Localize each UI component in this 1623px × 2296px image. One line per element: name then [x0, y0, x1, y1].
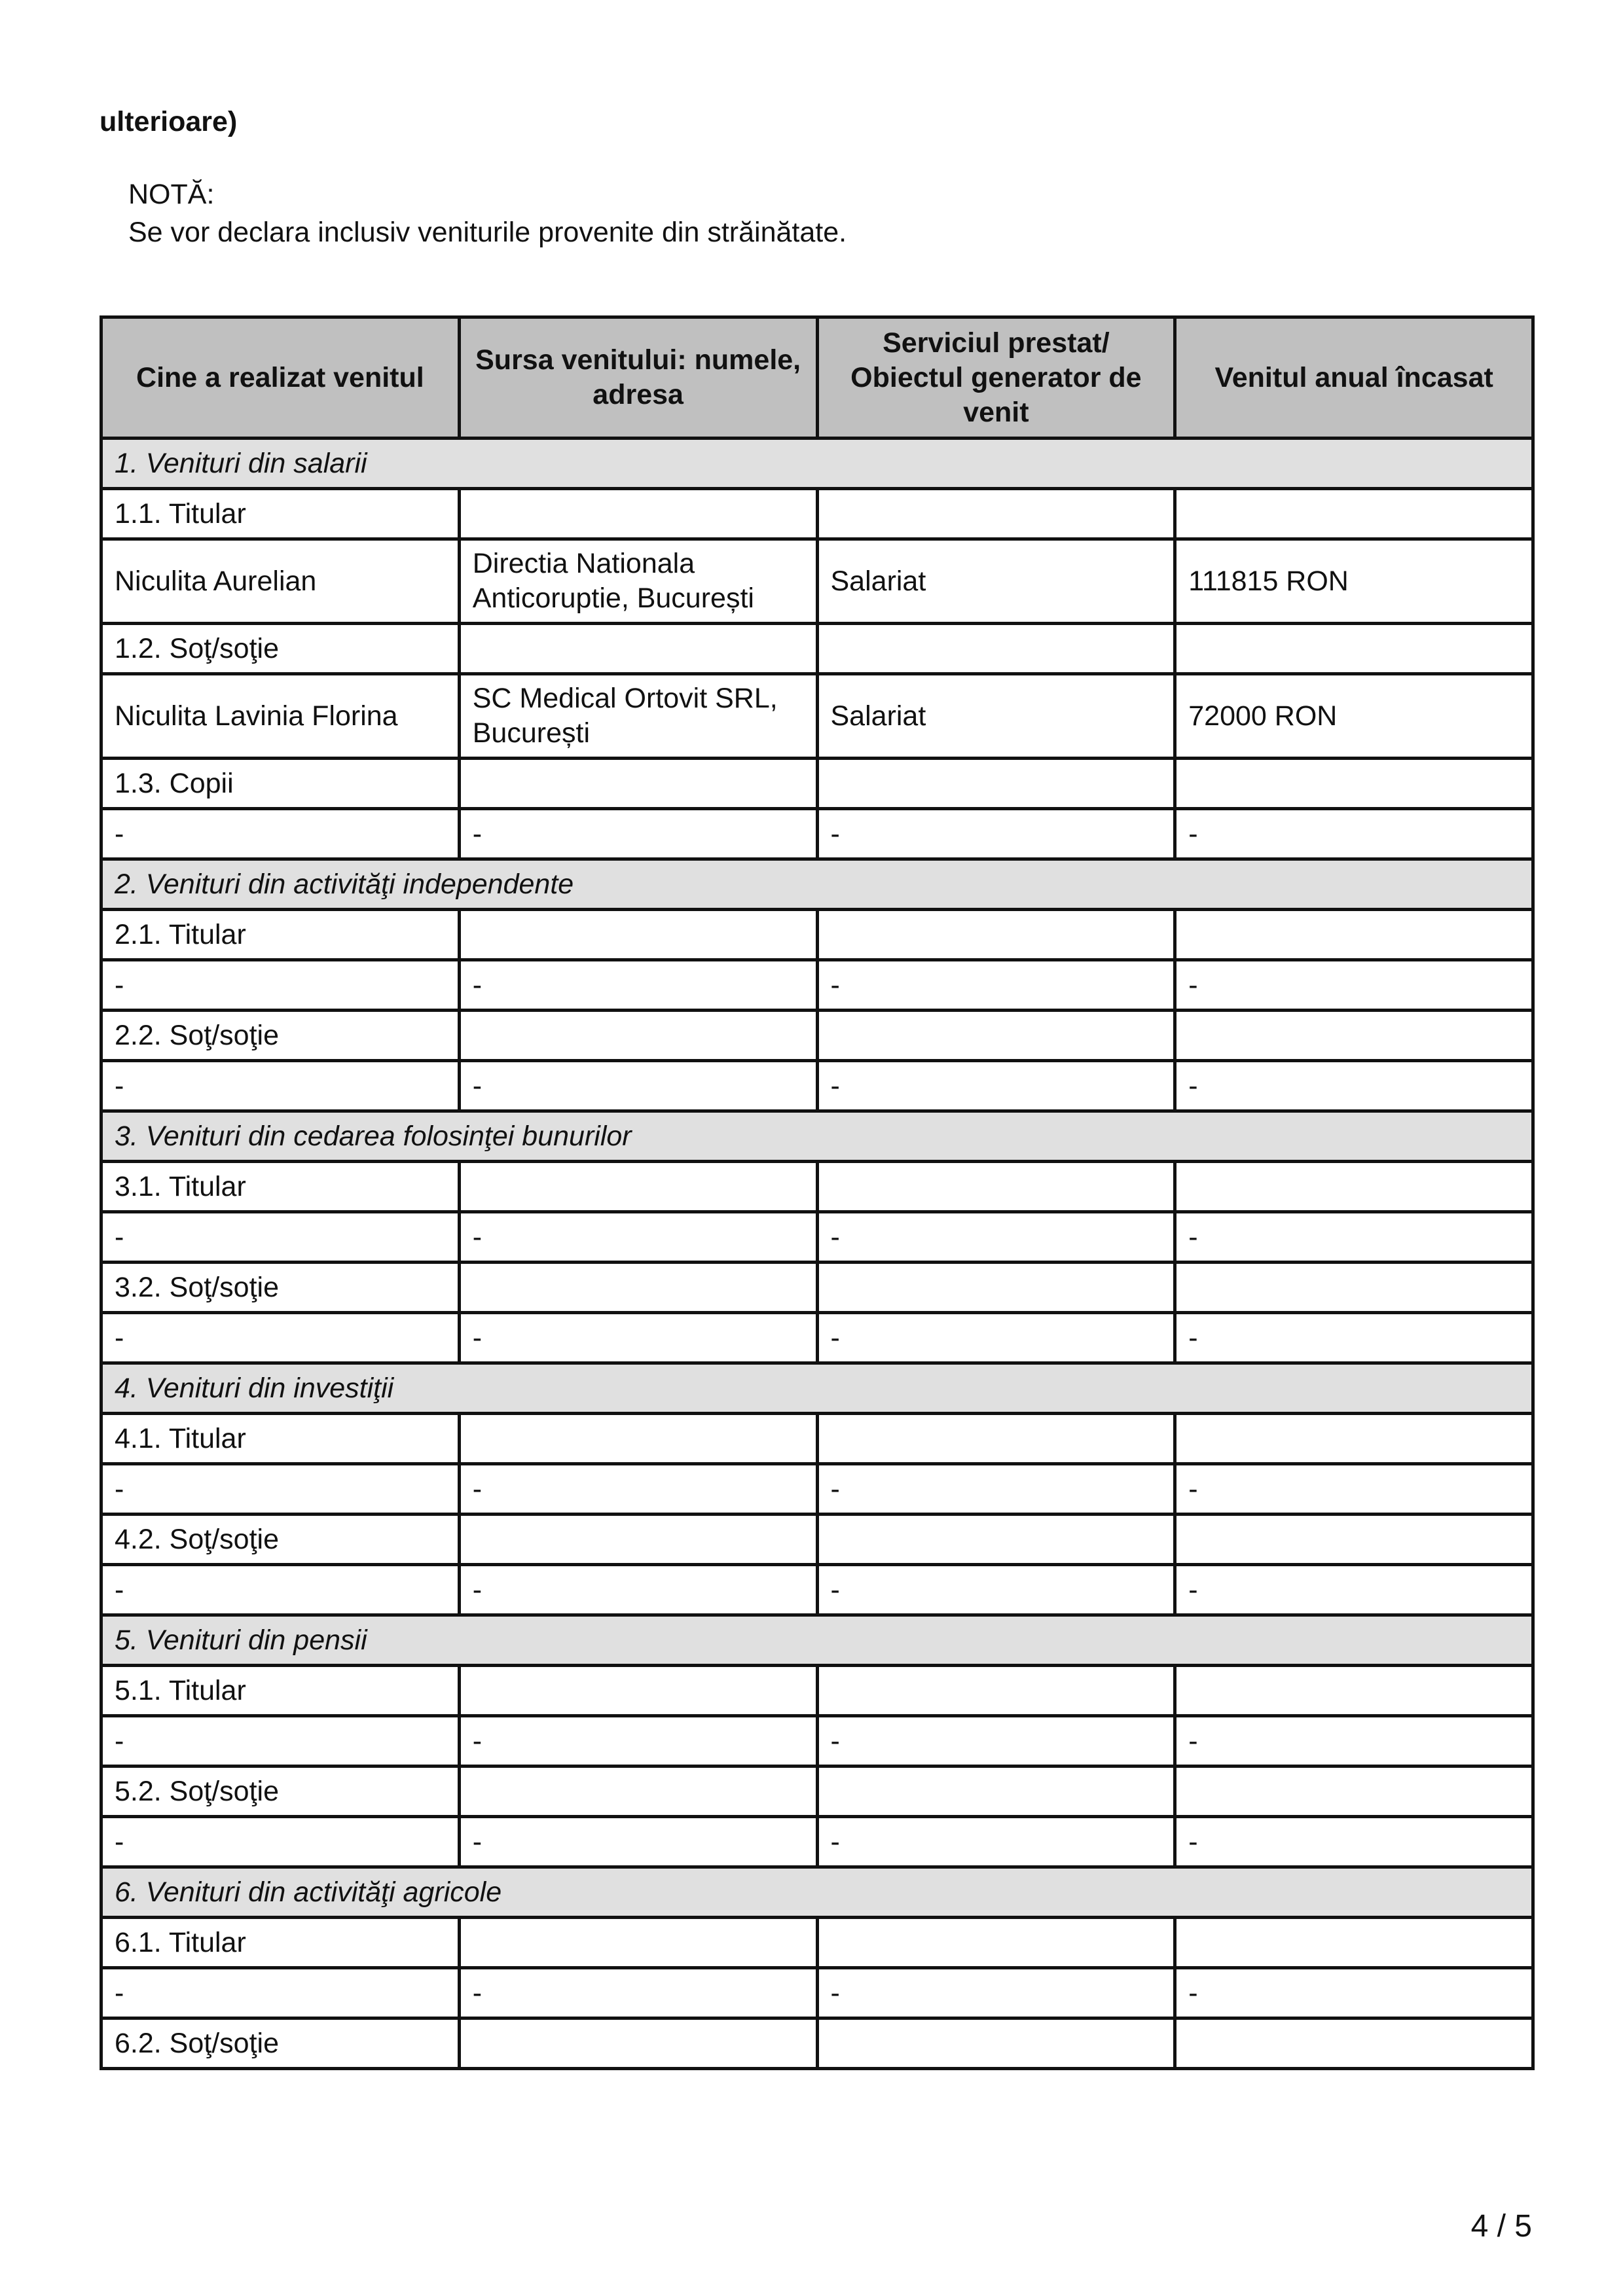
cell-annual-income [1175, 2018, 1533, 2069]
cell-service: - [817, 1464, 1175, 1515]
cell-earner: - [101, 809, 460, 859]
table-row [101, 1767, 1533, 1817]
table-row [101, 1515, 1533, 1565]
cell-service [817, 1767, 1175, 1817]
cell-income-source: - [459, 1464, 817, 1515]
cell-annual-income [1175, 624, 1533, 674]
section-row [101, 859, 1533, 910]
cell-income-source: - [459, 1212, 817, 1263]
cell-earner: - [101, 1464, 460, 1515]
section-label: 4. Venituri din investiţii [101, 1363, 1533, 1414]
cell-service [817, 1515, 1175, 1565]
table-row [101, 1817, 1533, 1867]
cell-annual-income: - [1175, 1716, 1533, 1767]
cell-income-source [459, 624, 817, 674]
cell-annual-income: 72000 RON [1175, 674, 1533, 759]
cell-service [817, 1666, 1175, 1716]
table-row [101, 624, 1533, 674]
cell-service [817, 489, 1175, 539]
section-label: 1. Venituri din salarii [101, 439, 1533, 489]
cell-income-source [459, 1918, 817, 1968]
cell-annual-income [1175, 1011, 1533, 1061]
cell-earner: 5.2. Soţ/soţie [101, 1767, 460, 1817]
table-row [101, 1313, 1533, 1363]
cell-annual-income: - [1175, 1061, 1533, 1111]
cell-annual-income [1175, 1767, 1533, 1817]
cell-earner: 4.1. Titular [101, 1414, 460, 1464]
cell-service: - [817, 1061, 1175, 1111]
cell-annual-income: 111815 RON [1175, 539, 1533, 624]
cell-annual-income: - [1175, 809, 1533, 859]
table-row [101, 1464, 1533, 1515]
cell-service: - [817, 809, 1175, 859]
header-earner: Cine a realizat venitul [101, 317, 460, 439]
continuation-text: ulterioare) [100, 106, 238, 137]
cell-annual-income [1175, 1162, 1533, 1212]
cell-income-source [459, 910, 817, 960]
cell-annual-income: - [1175, 1464, 1533, 1515]
cell-service [817, 1414, 1175, 1464]
cell-income-source: - [459, 1968, 817, 2018]
table-row [101, 1716, 1533, 1767]
cell-income-source [459, 1414, 817, 1464]
section-row [101, 1867, 1533, 1918]
table-row [101, 960, 1533, 1011]
cell-service [817, 624, 1175, 674]
cell-service: - [817, 1817, 1175, 1867]
section-row [101, 1363, 1533, 1414]
header-service: Serviciul prestat/ Obiectul generator de venit [817, 317, 1175, 439]
section-row [101, 439, 1533, 489]
cell-earner: 1.2. Soţ/soţie [101, 624, 460, 674]
cell-annual-income: - [1175, 1565, 1533, 1615]
cell-earner: - [101, 1313, 460, 1363]
table-row [101, 910, 1533, 960]
cell-earner: 5.1. Titular [101, 1666, 460, 1716]
table-row [101, 674, 1533, 759]
section-label: 3. Venituri din cedarea folosinţei bunurilor [101, 1111, 1533, 1162]
cell-earner: 2.1. Titular [101, 910, 460, 960]
cell-earner: 3.1. Titular [101, 1162, 460, 1212]
cell-earner: - [101, 1212, 460, 1263]
table-row [101, 1565, 1533, 1615]
table-row [101, 1061, 1533, 1111]
income-table [100, 315, 1535, 2070]
cell-service [817, 759, 1175, 809]
cell-service [817, 1011, 1175, 1061]
cell-earner: 6.1. Titular [101, 1918, 460, 1968]
cell-service [817, 1263, 1175, 1313]
cell-income-source [459, 1011, 817, 1061]
cell-service: - [817, 1212, 1175, 1263]
cell-annual-income: - [1175, 1968, 1533, 2018]
cell-income-source [459, 1666, 817, 1716]
cell-annual-income [1175, 1666, 1533, 1716]
table-row [101, 759, 1533, 809]
table-row [101, 1414, 1533, 1464]
header-annual-income: Venitul anual încasat [1175, 317, 1533, 439]
cell-earner: - [101, 1565, 460, 1615]
cell-service [817, 2018, 1175, 2069]
cell-annual-income: - [1175, 1212, 1533, 1263]
page-number: 4 / 5 [1470, 2209, 1532, 2244]
cell-income-source: - [459, 1565, 817, 1615]
cell-income-source [459, 489, 817, 539]
cell-income-source: - [459, 1061, 817, 1111]
section-label: 6. Venituri din activităţi agricole [101, 1867, 1533, 1918]
income-table-body [101, 439, 1533, 2069]
table-row [101, 1968, 1533, 2018]
cell-income-source [459, 1162, 817, 1212]
cell-income-source: - [459, 809, 817, 859]
cell-service: - [817, 1716, 1175, 1767]
cell-earner: - [101, 1817, 460, 1867]
cell-service: Salariat [817, 674, 1175, 759]
table-row [101, 1918, 1533, 1968]
note-label: NOTĂ: [128, 179, 215, 210]
cell-income-source [459, 759, 817, 809]
cell-income-source [459, 1515, 817, 1565]
section-label: 5. Venituri din pensii [101, 1615, 1533, 1666]
cell-annual-income: - [1175, 960, 1533, 1011]
cell-earner: 3.2. Soţ/soţie [101, 1263, 460, 1313]
cell-income-source [459, 1263, 817, 1313]
table-row [101, 1011, 1533, 1061]
cell-service [817, 1162, 1175, 1212]
table-header-row [101, 317, 1533, 439]
cell-income-source: - [459, 960, 817, 1011]
cell-annual-income [1175, 1414, 1533, 1464]
cell-earner: Niculita Aurelian [101, 539, 460, 624]
cell-service: - [817, 960, 1175, 1011]
cell-income-source: Directia Nationala Anticoruptie, București [459, 539, 817, 624]
cell-earner: - [101, 1716, 460, 1767]
table-row [101, 539, 1533, 624]
cell-earner: - [101, 1968, 460, 2018]
cell-earner: Niculita Lavinia Florina [101, 674, 460, 759]
cell-earner: 6.2. Soţ/soţie [101, 2018, 460, 2069]
note-text: Se vor declara inclusiv veniturile provenite din străinătate. [128, 217, 847, 248]
cell-earner: 1.3. Copii [101, 759, 460, 809]
cell-annual-income [1175, 1515, 1533, 1565]
cell-annual-income [1175, 759, 1533, 809]
cell-earner: 2.2. Soţ/soţie [101, 1011, 460, 1061]
cell-income-source: - [459, 1313, 817, 1363]
cell-earner: 1.1. Titular [101, 489, 460, 539]
table-row [101, 1666, 1533, 1716]
cell-income-source [459, 1767, 817, 1817]
cell-earner: 4.2. Soţ/soţie [101, 1515, 460, 1565]
table-row [101, 1263, 1533, 1313]
cell-annual-income [1175, 1263, 1533, 1313]
cell-service [817, 1918, 1175, 1968]
header-income-source: Sursa venitului: numele, adresa [459, 317, 817, 439]
cell-earner: - [101, 1061, 460, 1111]
cell-annual-income [1175, 910, 1533, 960]
table-row [101, 1162, 1533, 1212]
section-row [101, 1615, 1533, 1666]
cell-annual-income: - [1175, 1313, 1533, 1363]
cell-service: - [817, 1565, 1175, 1615]
cell-income-source: - [459, 1716, 817, 1767]
cell-earner: - [101, 960, 460, 1011]
cell-service: Salariat [817, 539, 1175, 624]
cell-annual-income [1175, 1918, 1533, 1968]
cell-service [817, 910, 1175, 960]
table-row [101, 1212, 1533, 1263]
section-label: 2. Venituri din activităţi independente [101, 859, 1533, 910]
cell-annual-income [1175, 489, 1533, 539]
cell-annual-income: - [1175, 1817, 1533, 1867]
table-row [101, 489, 1533, 539]
cell-income-source: - [459, 1817, 817, 1867]
cell-service: - [817, 1313, 1175, 1363]
cell-income-source: SC Medical Ortovit SRL, București [459, 674, 817, 759]
table-row [101, 809, 1533, 859]
cell-income-source [459, 2018, 817, 2069]
cell-service: - [817, 1968, 1175, 2018]
note-block [128, 175, 847, 251]
table-row [101, 2018, 1533, 2069]
section-row [101, 1111, 1533, 1162]
